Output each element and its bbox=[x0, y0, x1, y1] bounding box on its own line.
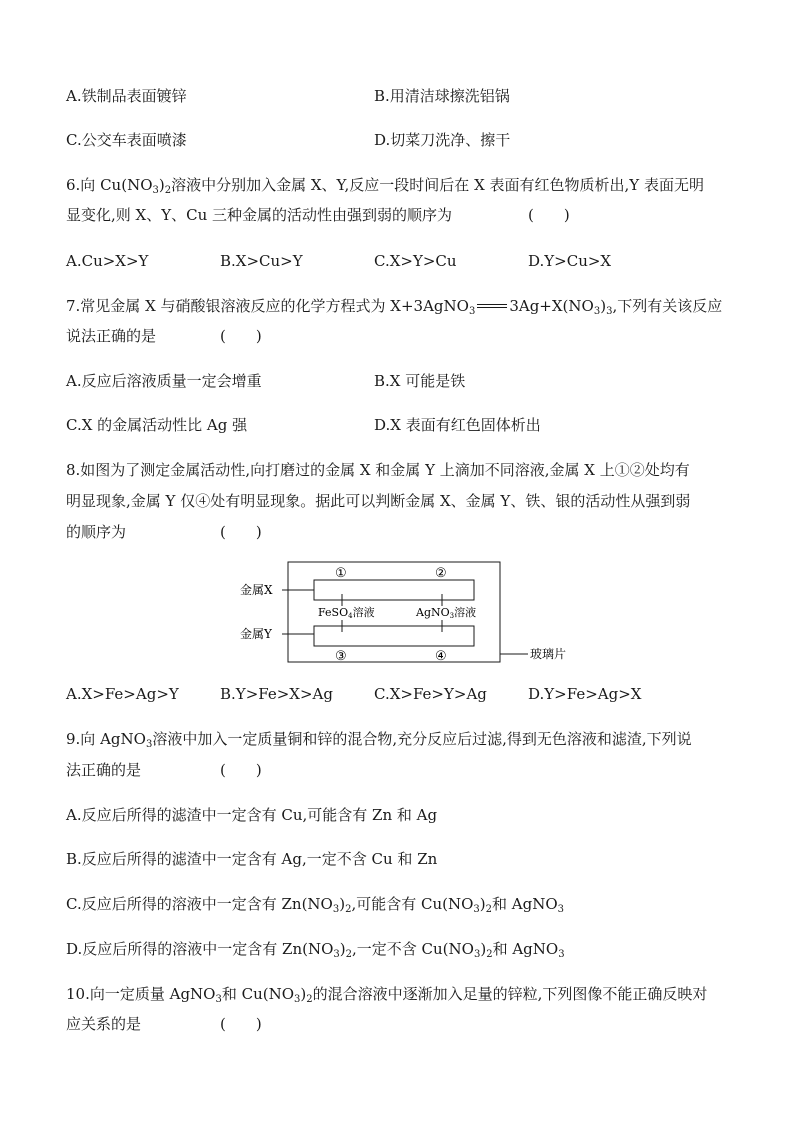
q7-answer-paren: ( ) bbox=[220, 327, 262, 345]
q8-option-b: B.Y>Fe>X>Ag bbox=[220, 685, 333, 703]
q8-option-c: C.X>Fe>Y>Ag bbox=[374, 685, 487, 703]
q10-stem-line1: 10.向一定质量 AgNO$_3$和 $Cu(NO_3)_2$的混合溶液中逐渐加入足量的锌粒,下列图像不能正确反映对 bbox=[66, 985, 708, 1005]
q8-stem-line3: 的顺序为 bbox=[66, 523, 127, 541]
q5-option-a: A.铁制品表面镀锌 bbox=[66, 87, 187, 105]
label-metal-x: 金属X bbox=[240, 583, 273, 597]
metal-x-strip bbox=[314, 580, 474, 600]
q7-option-b: B.X 可能是铁 bbox=[374, 372, 466, 390]
metal-y-strip bbox=[314, 626, 474, 646]
q7-stem-line1: 7.常见金属 X 与硝酸银溶液反应的化学方程式为 X+3AgNO$_3$ $3Ag+X(NO_3)_3$,下列有关该反应 bbox=[66, 297, 723, 317]
q8-option-d: D.Y>Fe>Ag>X bbox=[528, 685, 642, 703]
q6-option-d: D.Y>Cu>X bbox=[528, 252, 612, 270]
q5-option-d: D.切菜刀洗净、擦干 bbox=[374, 131, 511, 149]
q8-answer-paren: ( ) bbox=[220, 523, 262, 541]
q7-option-c: C.X 的金属活动性比 Ag 强 bbox=[66, 416, 248, 434]
q6-option-a: A.Cu>X>Y bbox=[66, 252, 149, 270]
q7-stem-line2: 说法正确的是 bbox=[66, 327, 157, 345]
label-metal-y: 金属Y bbox=[240, 627, 272, 641]
q8-stem-line1: 8.如图为了测定金属活动性,向打磨过的金属 X 和金属 Y 上滴加不同溶液,金属 X 上①②处均有 bbox=[66, 461, 690, 479]
q7-option-d: D.X 表面有红色固体析出 bbox=[374, 416, 541, 434]
q10-stem-line2: 应关系的是 bbox=[66, 1015, 142, 1033]
q6-answer-paren: ( ) bbox=[528, 206, 570, 224]
q5-option-b: B.用清洁球擦洗铝锅 bbox=[374, 87, 510, 105]
label-feso4-solution: FeSO4溶液 bbox=[318, 606, 375, 620]
q9-option-d: D.反应后所得的溶液中一定含有 $Zn(NO_3)_2$,一定不含 $Cu(NO_3)_2$和 AgNO$_3$ bbox=[66, 940, 565, 960]
q9-option-b: B.反应后所得的滤渣中一定含有 Ag,一定不含 Cu 和 Zn bbox=[66, 850, 438, 868]
label-glass-slide: 玻璃片 bbox=[530, 647, 567, 661]
label-agno3-solution: AgNO3溶液 bbox=[416, 606, 477, 620]
marker-2: ② bbox=[435, 566, 447, 581]
q7-option-a: A.反应后溶液质量一定会增重 bbox=[66, 372, 262, 390]
q10-answer-paren: ( ) bbox=[220, 1015, 262, 1033]
equals-sign bbox=[477, 304, 507, 308]
q6-stem-line1: 6.向 $Cu(NO_3)_2$溶液中分别加入金属 X、Y,反应一段时间后在 X 表面有红色物质析出,Y 表面无明 bbox=[66, 176, 704, 196]
q5-option-c: C.公交车表面喷漆 bbox=[66, 131, 187, 149]
q9-option-a: A.反应后所得的滤渣中一定含有 Cu,可能含有 Zn 和 Ag bbox=[66, 806, 438, 824]
q6-stem-line2: 显变化,则 X、Y、Cu 三种金属的活动性由强到弱的顺序为 bbox=[66, 206, 453, 224]
q8-stem-line2: 明显现象,金属 Y 仅④处有明显现象。据此可以判断金属 X、金属 Y、铁、银的活动性从强到弱 bbox=[66, 492, 691, 510]
q9-stem-line2: 法正确的是 bbox=[66, 761, 142, 779]
q6-option-c: C.X>Y>Cu bbox=[374, 252, 457, 270]
marker-1: ① bbox=[335, 566, 347, 581]
marker-3: ③ bbox=[335, 649, 347, 664]
q6-option-b: B.X>Cu>Y bbox=[220, 252, 303, 270]
q8-option-a: A.X>Fe>Ag>Y bbox=[66, 685, 179, 703]
q8-experiment-figure bbox=[238, 558, 578, 670]
q9-option-c: C.反应后所得的溶液中一定含有 $Zn(NO_3)_2$,可能含有 $Cu(NO_3)_2$和 AgNO$_3$ bbox=[66, 895, 565, 915]
q9-answer-paren: ( ) bbox=[220, 761, 262, 779]
marker-4: ④ bbox=[435, 649, 447, 664]
q9-stem-line1: 9.向 AgNO$_3$溶液中加入一定质量铜和锌的混合物,充分反应后过滤,得到无色溶液和滤渣,下列说 bbox=[66, 730, 692, 750]
